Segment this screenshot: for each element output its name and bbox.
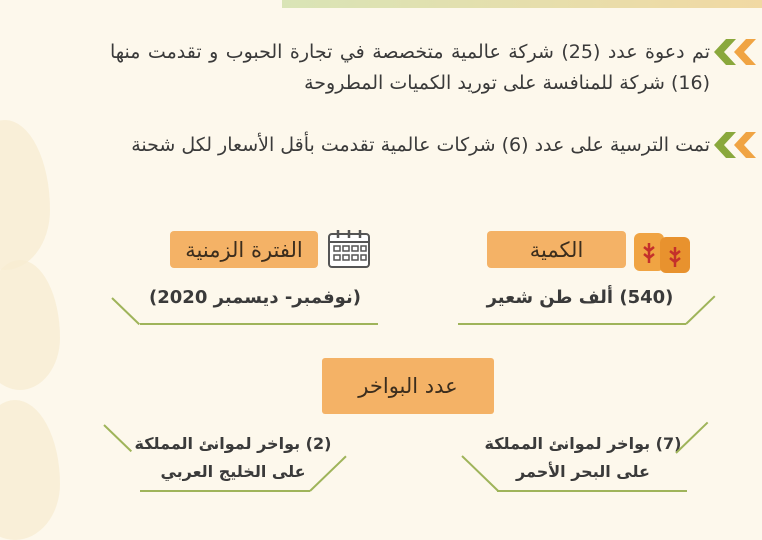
gulf-underline xyxy=(140,490,310,492)
period-label xyxy=(170,231,318,268)
ships-label-text: عدد البواخر xyxy=(358,374,458,398)
quantity-label-text: الكمية xyxy=(529,237,584,262)
period-label-text: الفترة الزمنية xyxy=(185,237,303,262)
double-chevron-icon xyxy=(712,132,756,158)
red-sea-underline xyxy=(497,490,687,492)
quantity-value: (540) ألف طن شعير xyxy=(486,287,674,308)
red-sea-ships-line2: على البحر الأحمر xyxy=(516,462,650,481)
bullet-text: تم دعوة عدد (25) شركة عالمية متخصصة في تجارة الحبوب و تقدمت منها (16) شركة للمنافسة على توريد الكميات المطروحة xyxy=(110,41,710,94)
background-leaf xyxy=(0,120,50,270)
grain-sacks-icon xyxy=(630,229,696,275)
background-leaf xyxy=(0,260,60,390)
bullet-item-2 xyxy=(110,130,710,161)
quantity-underline xyxy=(458,323,686,325)
calendar-icon xyxy=(326,228,372,270)
period-underline xyxy=(140,323,378,325)
red-sea-ships-line1: (7) بواخر لموانئ المملكة xyxy=(484,434,682,453)
gulf-ships-line1: (2) بواخر لموانئ المملكة xyxy=(134,434,332,453)
bullet-text: تمت الترسية على عدد (6) شركات عالمية تقدمت بأقل الأسعار لكل شحنة xyxy=(131,134,710,156)
bullet-item-1 xyxy=(110,37,710,99)
background-leaf xyxy=(0,400,60,540)
ships-label xyxy=(322,358,494,414)
gulf-ships-line2: على الخليج العربي xyxy=(160,462,306,481)
double-chevron-icon xyxy=(712,39,756,65)
top-accent-bar xyxy=(282,0,762,8)
quantity-label xyxy=(487,231,626,268)
period-value: (نوفمبر- ديسمبر 2020) xyxy=(149,287,361,308)
